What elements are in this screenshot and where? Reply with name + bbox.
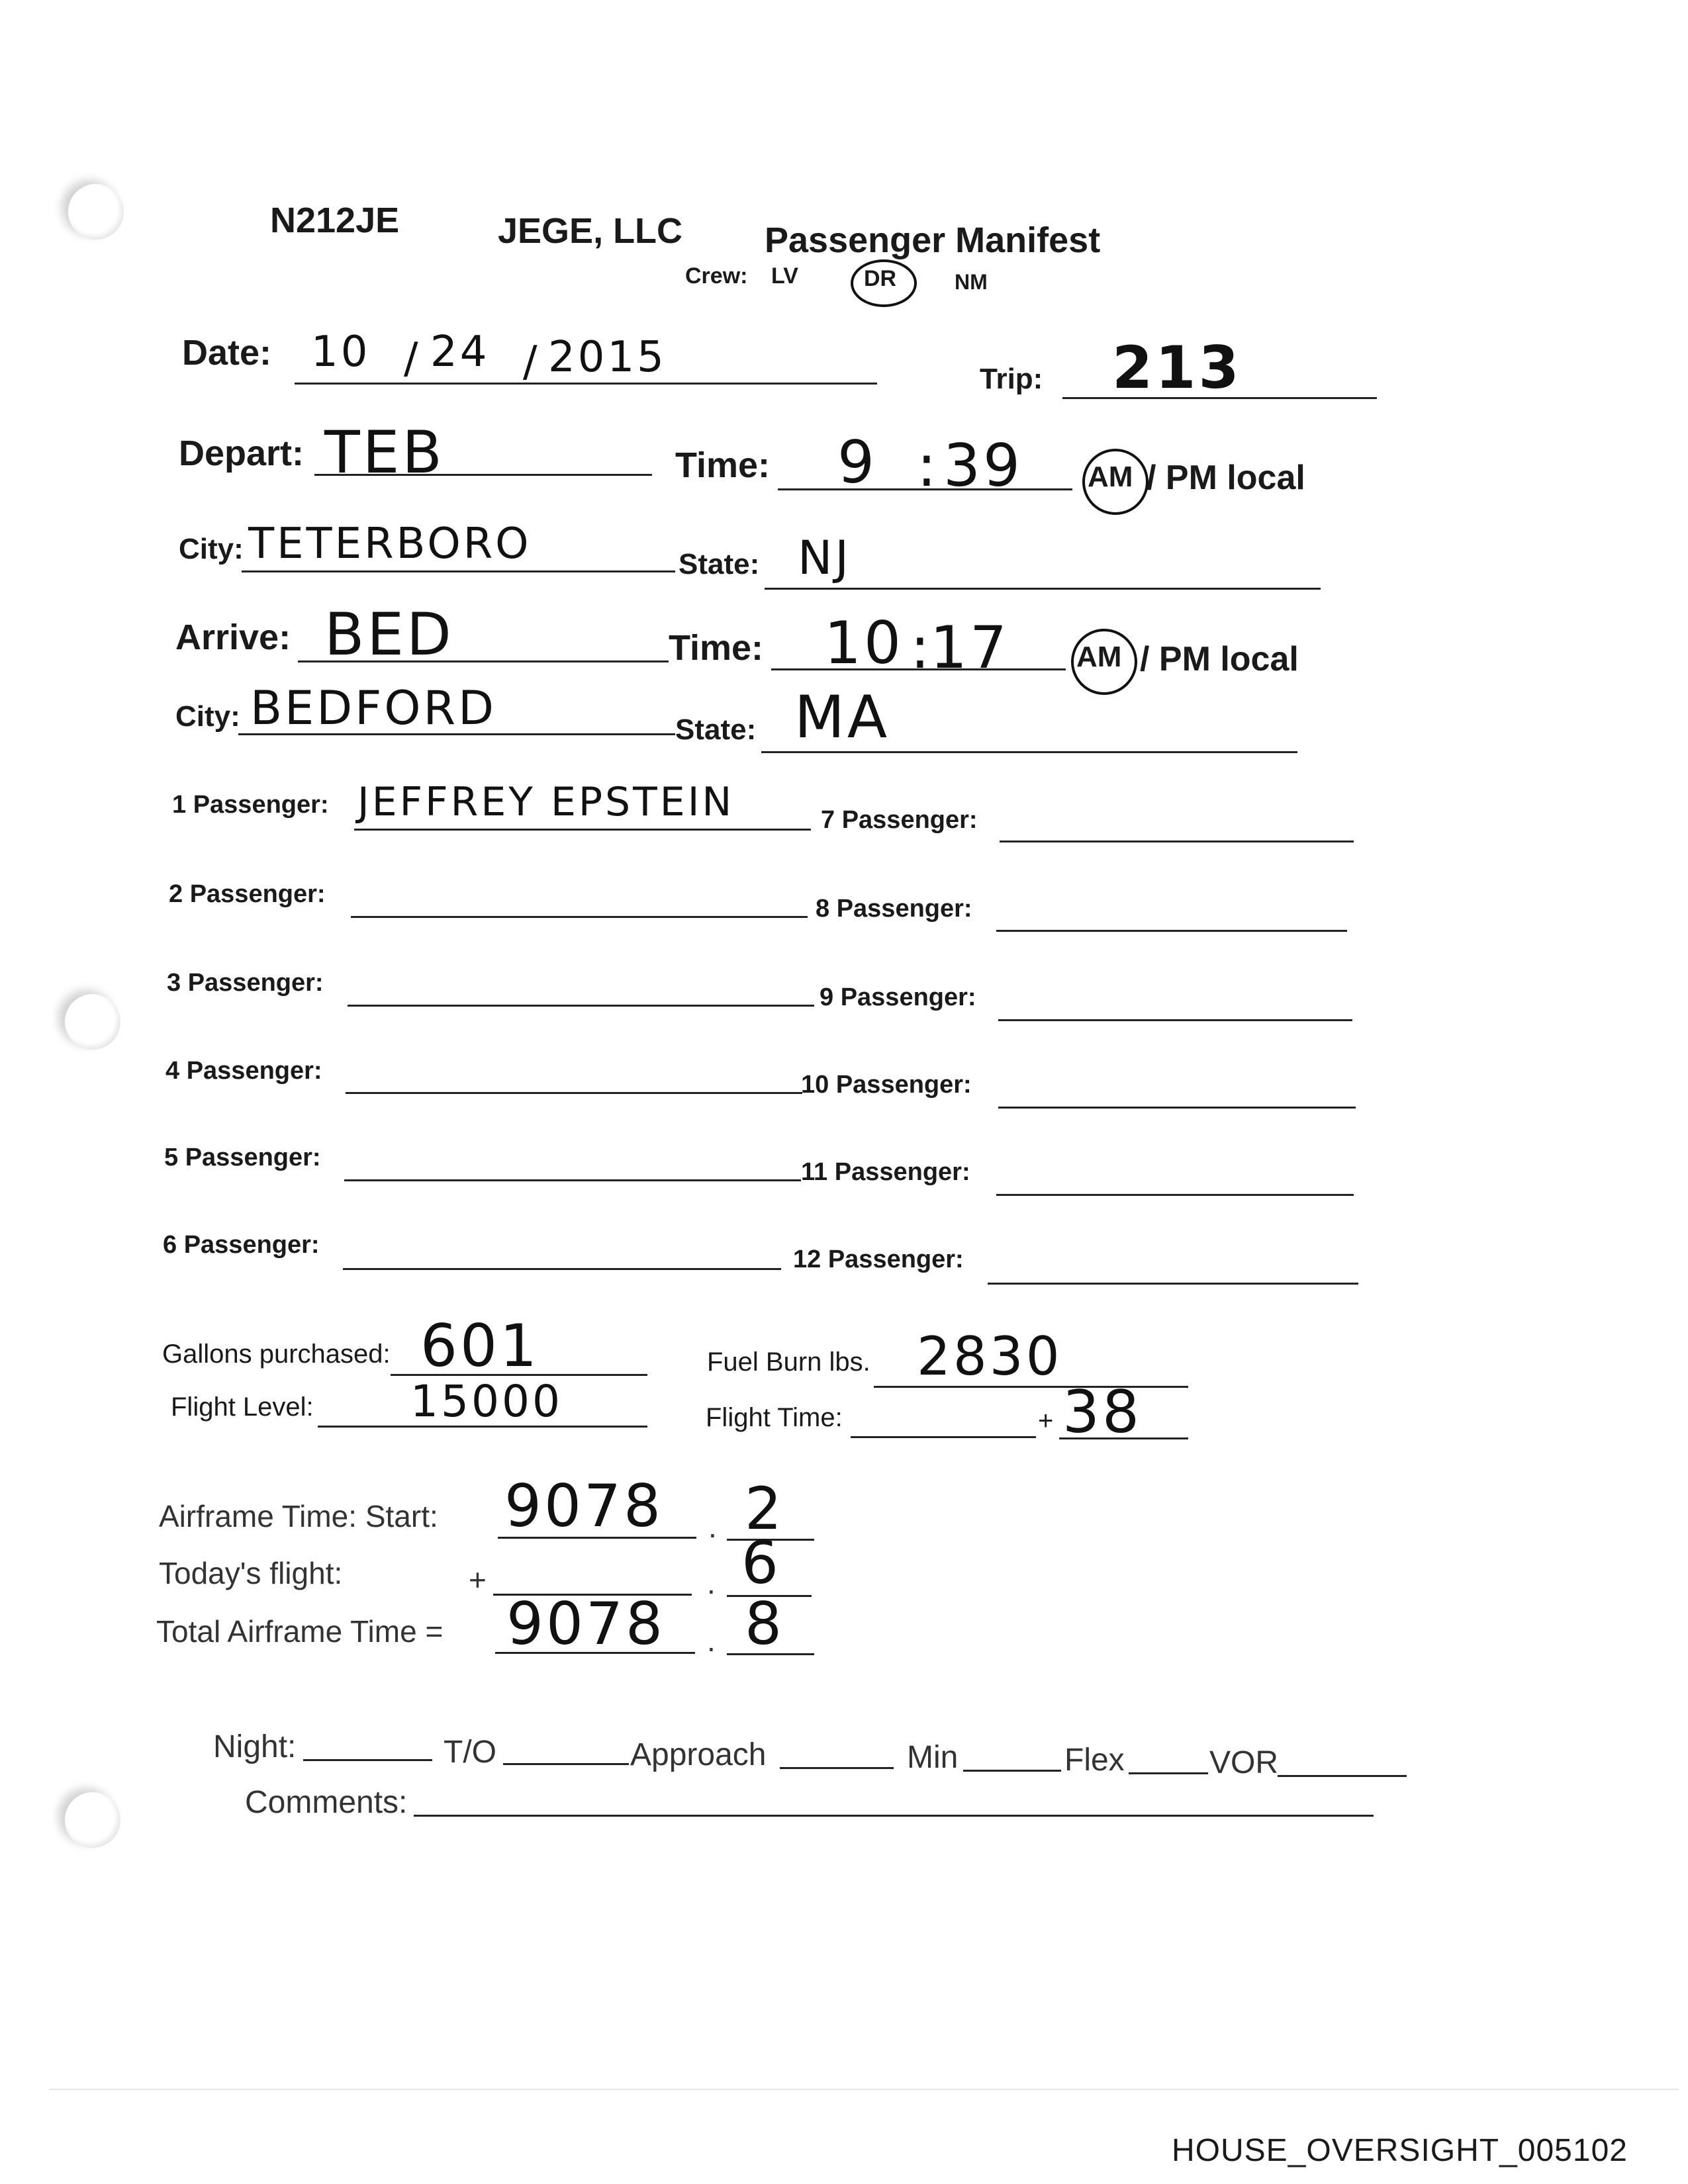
min-line	[963, 1770, 1061, 1772]
passenger-8-line	[996, 930, 1347, 932]
airframe-start-label: Airframe Time: Start:	[159, 1499, 438, 1533]
passenger-2-label: 2 Passenger:	[169, 880, 326, 908]
to-label: T/O	[444, 1735, 496, 1770]
depart-hour: 9	[837, 428, 877, 496]
gallons-label: Gallons purchased:	[162, 1340, 391, 1369]
night-line	[303, 1759, 432, 1761]
arrive-pm-local: / PM local	[1140, 640, 1299, 678]
todays-flight-plus: +	[469, 1563, 487, 1597]
depart-code: TEB	[324, 418, 445, 486]
total-airframe-tenth: 8	[745, 1590, 784, 1658]
arrive-am: AM	[1076, 641, 1122, 673]
binder-hole-top	[68, 184, 124, 240]
total-airframe-dot: .	[707, 1623, 716, 1658]
form-title: Passenger Manifest	[765, 220, 1101, 260]
passenger-1-name: JEFFREY EPSTEIN	[357, 779, 735, 825]
to-line	[503, 1763, 629, 1765]
todays-flight-dot: .	[707, 1566, 716, 1600]
passenger-12-line	[988, 1283, 1358, 1285]
depart-state-line	[765, 588, 1321, 590]
gallons-value: 601	[420, 1312, 539, 1380]
passenger-12-label: 12 Passenger:	[793, 1246, 964, 1273]
passenger-6-label: 6 Passenger:	[163, 1231, 320, 1259]
todays-flight-label: Today's flight:	[159, 1556, 343, 1590]
passenger-9-label: 9 Passenger:	[820, 983, 976, 1011]
fuel-burn-label: Fuel Burn lbs.	[707, 1347, 870, 1377]
comments-line	[414, 1815, 1374, 1817]
flex-line	[1129, 1772, 1208, 1774]
date-sep-1: /	[404, 334, 421, 383]
crew-lv: LV	[771, 263, 798, 289]
night-label: Night:	[213, 1729, 297, 1764]
vor-label: VOR	[1209, 1745, 1279, 1780]
airframe-start-whole: 9078	[504, 1472, 663, 1540]
vor-line	[1278, 1775, 1407, 1777]
scan-edge-line	[50, 2089, 1678, 2090]
passenger-2-line	[351, 916, 808, 918]
airframe-start-tenth: 2	[745, 1475, 784, 1543]
arrive-state: MA	[794, 683, 890, 751]
min-label: Min	[907, 1740, 959, 1775]
depart-minute: 39	[943, 432, 1023, 500]
arrive-label: Arrive:	[175, 617, 291, 657]
depart-state: NJ	[798, 531, 852, 585]
passenger-1-label: 1 Passenger:	[172, 791, 329, 819]
depart-time-label: Time:	[675, 445, 771, 485]
flight-level-label: Flight Level:	[171, 1392, 314, 1422]
binder-hole-middle	[65, 994, 120, 1050]
passenger-8-label: 8 Passenger:	[816, 895, 972, 923]
total-airframe-whole: 9078	[506, 1590, 665, 1658]
depart-city-label: City:	[179, 533, 244, 565]
date-day: 24	[430, 328, 490, 377]
approach-label: Approach	[630, 1737, 767, 1772]
depart-am: AM	[1088, 461, 1133, 493]
approach-line	[780, 1767, 894, 1769]
date-month: 10	[311, 328, 371, 377]
passenger-10-label: 10 Passenger:	[801, 1071, 972, 1099]
arrive-state-line	[761, 751, 1297, 753]
fuel-burn-value: 2830	[917, 1326, 1062, 1387]
arrive-code: BED	[324, 600, 454, 668]
date-year: 2015	[548, 333, 667, 382]
passenger-5-line	[344, 1179, 801, 1181]
passenger-7-line	[1000, 841, 1354, 842]
arrive-colon: :	[910, 614, 933, 682]
arrive-city-label: City:	[175, 700, 240, 733]
passenger-4-label: 4 Passenger:	[165, 1057, 322, 1085]
company-name: JEGE, LLC	[498, 211, 683, 251]
passenger-1-line	[354, 829, 811, 831]
binder-hole-bottom	[65, 1792, 120, 1848]
date-line	[295, 383, 877, 385]
passenger-9-line	[998, 1019, 1352, 1021]
passenger-4-line	[346, 1092, 802, 1094]
tail-number: N212JE	[270, 201, 400, 240]
passenger-7-label: 7 Passenger:	[821, 806, 978, 834]
depart-label: Depart:	[179, 433, 305, 473]
arrive-hour: 10	[824, 609, 904, 677]
depart-city-line	[242, 570, 675, 572]
flight-level-value: 15000	[410, 1376, 563, 1427]
total-airframe-label: Total Airframe Time =	[156, 1614, 444, 1649]
crew-dr: DR	[864, 266, 897, 291]
passenger-3-label: 3 Passenger:	[167, 969, 324, 997]
passenger-6-line	[343, 1268, 781, 1270]
trip-number: 213	[1112, 334, 1242, 402]
passenger-11-label: 11 Passenger:	[801, 1158, 970, 1186]
todays-flight-tenth: 6	[741, 1529, 781, 1597]
trip-label: Trip:	[980, 363, 1043, 395]
bates-number: HOUSE_OVERSIGHT_005102	[1172, 2133, 1628, 2168]
arrive-time-label: Time:	[669, 628, 764, 668]
flight-time-plus: +	[1038, 1406, 1054, 1435]
flex-label: Flex	[1064, 1743, 1125, 1778]
date-label: Date:	[182, 333, 272, 373]
airframe-start-dot: .	[708, 1510, 717, 1544]
crew-label: Crew:	[685, 263, 748, 289]
flight-time-line	[851, 1436, 1036, 1438]
depart-pm-local: / PM local	[1147, 459, 1305, 497]
date-sep-2: /	[523, 338, 540, 387]
passenger-11-line	[996, 1194, 1354, 1196]
arrive-city: BEDFORD	[250, 681, 497, 735]
crew-nm: NM	[955, 270, 988, 294]
depart-state-label: State:	[679, 548, 760, 580]
arrive-minute: 17	[930, 614, 1009, 682]
passenger-5-label: 5 Passenger:	[164, 1144, 321, 1171]
depart-city: TETERBORO	[248, 520, 532, 569]
flight-time-value: 38	[1062, 1378, 1142, 1446]
arrive-state-label: State:	[675, 713, 757, 746]
passenger-10-line	[998, 1107, 1356, 1109]
passenger-3-line	[348, 1005, 814, 1007]
flight-time-label: Flight Time:	[706, 1403, 843, 1432]
depart-colon: :	[917, 432, 939, 500]
comments-label: Comments:	[245, 1785, 408, 1820]
